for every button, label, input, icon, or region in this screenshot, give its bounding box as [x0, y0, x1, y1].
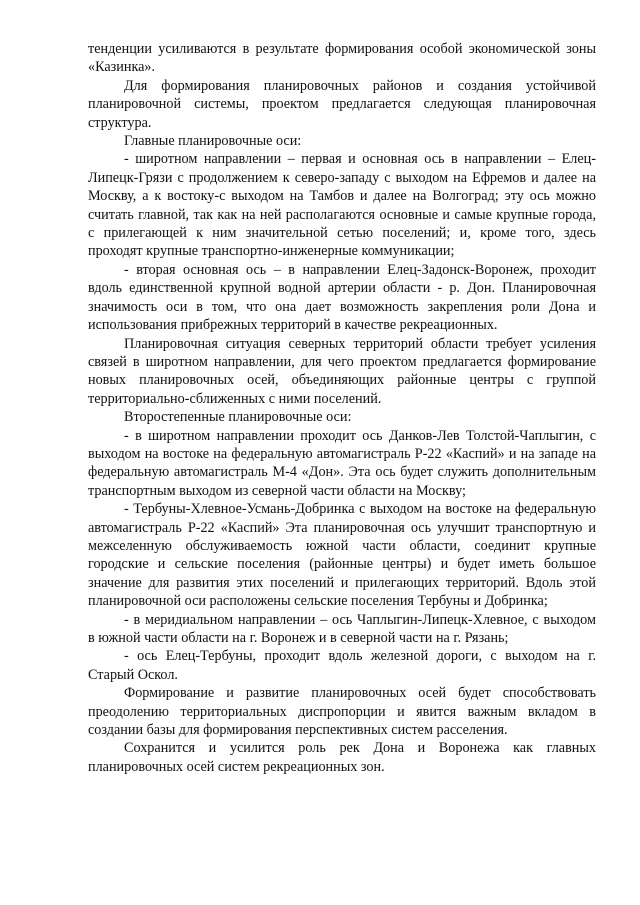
document-page: [88, 40, 596, 776]
paragraph-2: Для формирования планировочных районов и создания устойчивой планировочной системы, проектом предлагается следующая планировочная структура.: [88, 77, 596, 131]
heading-secondary-axes: Второстепенные планировочные оси:: [124, 409, 352, 426]
paragraph-rivers: Сохранится и усилится роль рек Дона и Воронежа как главных планировочных осей систем рекреационных зон.: [88, 740, 596, 775]
paragraph-northern-territories: Планировочная ситуация северных территорий области требует усиления связей в широтном направлении, для чего проектом предлагается формирование новых планировочных осей, объединяющих районные центры с группой территориально-сближенных с ними поселений.: [88, 335, 596, 407]
paragraph-1: тенденции усиливаются в результате формирования особой экономической зоны «Казинка».: [88, 41, 596, 76]
paragraph-development: Формирование и развитие планировочных осей будет способствовать преодолению территориальных диспропорции и явится важным вкладом в создании базы для формирования перспективных систем расселения.: [88, 685, 596, 739]
heading-main-axes: Главные планировочные оси:: [124, 133, 302, 150]
paragraph-dankov-axis: - в широтном направлении проходит ось Данков-Лев Толстой-Чаплыгин, с выходом на востоке на федеральную автомагистраль Р-22 «Каспий» и на западе на федеральную автомагистраль М-4 «Дон». Эта ось будет служить дополнительным транспортным выходом из северной части области на Москву;: [88, 427, 596, 499]
paragraph-elets-terbuny-axis: - ось Елец-Тербуны, проходит вдоль железной дороги, с выходом на г. Старый Оскол.: [88, 648, 596, 683]
paragraph-latitudinal-axis: - широтном направлении – первая и основная ось в направлении – Елец-Липецк-Грязи с продолжением к северо-западу с выходом на Ефремов и далее на Москву, а к востоку-с выходом на Тамбов и далее на Волгоград; эту ось можно считать главной, так как на ней располагаются основные и самые крупные города, с прилегающей к ним значительной сетью поселений; и, кроме того, здесь проходят крупные транспортно-инженерные коммуникации;: [88, 151, 596, 260]
paragraph-terbuny-axis: - Тербуны-Хлевное-Усмань-Добринка с выходом на востоке на федеральную автомагистраль Р-22 «Каспий» Эта планировочная ось улучшит транспортную и межселенную обслуживаемость южной части области, соединит крупные городские и сельские поселения (районные центры) и будет иметь большое значение для развития этих поселений и прилегающих территорий. Вдоль этой планировочной оси расположены сельские поселения Тербуны и Добринка;: [88, 501, 596, 610]
paragraph-meridional-axis: - в меридиальном направлении – ось Чаплыгин-Липецк-Хлевное, с выходом в южной части области на г. Воронеж и в северной части на г. Рязань;: [88, 611, 596, 646]
paragraph-second-axis: - вторая основная ось – в направлении Елец-Задонск-Воронеж, проходит вдоль единственной крупной водной артерии области - р. Дон. Планировочная значимость оси в том, что она дает возможность закрепления роли Дона и использования прибрежных территорий в качестве рекреационных.: [88, 261, 596, 334]
